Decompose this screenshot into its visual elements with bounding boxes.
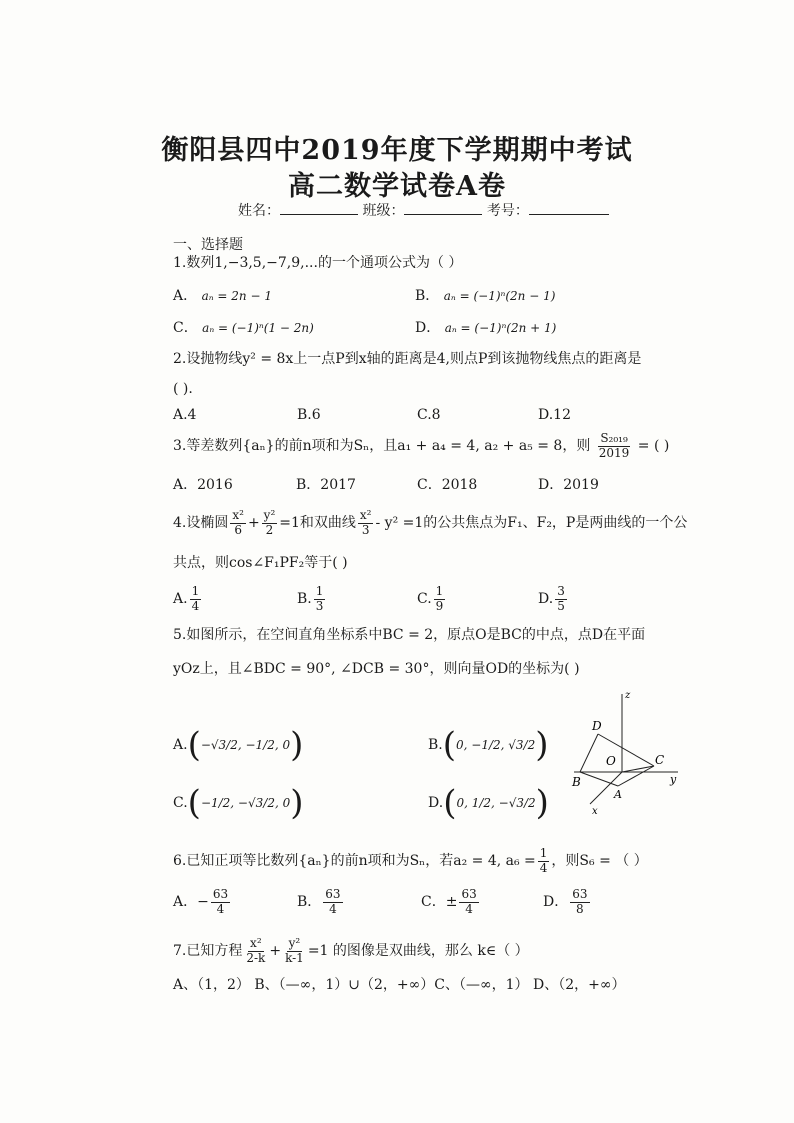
- q1-d-expr: aₙ = (−1)ⁿ(2n + 1): [444, 321, 557, 335]
- label-d: D: [592, 719, 602, 733]
- q4-plus: +: [247, 515, 260, 531]
- q6-c-frac: [459, 888, 478, 915]
- q3-option-b: B．2017: [296, 477, 356, 493]
- q7-stem: [173, 934, 529, 968]
- q7-stem-p1: 7.已知方程: [173, 943, 243, 959]
- student-info-line: [238, 200, 609, 220]
- q5-b-label: B.: [428, 737, 443, 753]
- q4-option-d: [538, 582, 569, 616]
- q5-b-expr: 0, −1/2, √3/2: [456, 738, 536, 752]
- q6-frac-den: 4: [539, 860, 548, 875]
- label-x: x: [592, 806, 598, 817]
- q1-a-label: A．: [173, 288, 198, 304]
- q5-option-b: [428, 725, 549, 765]
- q6-a-sign: −: [197, 894, 209, 910]
- q4-h-den: 3: [361, 522, 370, 537]
- q4-h-num: x²: [359, 508, 372, 523]
- id-label: 考号：: [486, 203, 529, 219]
- q6-c-sign: ±: [445, 894, 458, 910]
- q6-option-d: [543, 885, 592, 919]
- q4-c-frac: [434, 585, 446, 612]
- q5-a-label: A.: [173, 737, 188, 753]
- q1-c-label: C．: [173, 320, 198, 336]
- q1-a-expr: aₙ = 2n − 1: [201, 289, 272, 303]
- q4-e-den2: 2: [265, 522, 274, 537]
- q6-a-num: 63: [212, 887, 229, 902]
- q4-eq1: =1和双曲线: [279, 515, 356, 531]
- q4-c-num: 1: [435, 584, 444, 599]
- q4-b-num: 1: [315, 584, 324, 599]
- label-y: y: [670, 773, 677, 786]
- q7-num2: y²: [288, 936, 301, 951]
- q4-c-den: 9: [435, 598, 444, 613]
- q5-a-rparen: ): [290, 725, 304, 765]
- q5-b-lparen: (: [442, 725, 457, 765]
- q5-d-lparen: (: [443, 783, 457, 823]
- q6-fraction: [538, 847, 550, 874]
- q6-frac-num: 1: [539, 846, 548, 861]
- q4-e-num2: y²: [263, 508, 276, 523]
- q2-option-c: C.8: [417, 407, 441, 423]
- q4-a-frac: [190, 585, 202, 612]
- q4-option-a: [173, 582, 203, 616]
- q7-stem-p2: =1 的图像是双曲线，那么 k∈（ ）: [307, 943, 529, 959]
- q3-option-c: C．2018: [417, 477, 478, 493]
- q6-b-frac: [323, 888, 342, 915]
- name-label: 姓名：: [238, 203, 280, 219]
- q7-num1: x²: [250, 936, 262, 951]
- q5-c-label: C.: [173, 795, 188, 811]
- q6-d-frac: [570, 888, 589, 915]
- q5-d-rparen: ): [535, 783, 549, 823]
- q1-d-label: D．: [415, 320, 441, 336]
- q1-c-expr: aₙ = (−1)ⁿ(1 − 2n): [202, 321, 314, 335]
- q6-a-label: A．: [173, 894, 198, 910]
- q6-b-label: B．: [297, 894, 322, 910]
- q2-stem-line2: ( ).: [173, 381, 193, 397]
- q4-hyperbola-frac: [358, 509, 374, 536]
- q5-coordinate-diagram: [566, 690, 686, 820]
- exam-subtitle: 高二数学试卷A卷: [288, 171, 506, 202]
- q5-option-d: [428, 783, 549, 823]
- q6-option-a: [173, 885, 232, 919]
- q3-stem-part1: 3.等差数列{aₙ}的前n项和为Sₙ，且a₁ + a₄ = 4, a₂ + a₅ = 8，则: [173, 438, 591, 454]
- q4-b-den: 3: [315, 598, 324, 613]
- q1-b-label: B．: [415, 288, 440, 304]
- exam-title: 衡阳县四中2019年度下学期期中考试: [161, 135, 633, 166]
- segment-ba: [580, 772, 618, 786]
- section-heading: 一、选择题: [173, 237, 243, 253]
- q3-fraction: [597, 432, 632, 459]
- q1-option-d: [415, 321, 556, 335]
- q5-c-rparen: ): [290, 783, 304, 823]
- q6-d-label: D．: [543, 894, 569, 910]
- q4-b-frac: [314, 585, 326, 612]
- q4-stem: [173, 506, 687, 540]
- q6-stem: [173, 846, 648, 876]
- q6-c-label: C．: [421, 894, 446, 910]
- q4-stem-line2: 共点，则cos∠F₁PF₂等于( ): [173, 555, 348, 571]
- q3-option-d: D．2019: [538, 477, 599, 493]
- q6-c-den: 4: [465, 901, 473, 916]
- q4-d-label: D.: [538, 591, 554, 607]
- q2-option-d: D.12: [538, 407, 571, 423]
- q1-b-expr: aₙ = (−1)ⁿ(2n − 1): [443, 289, 556, 303]
- q2-stem: 2.设抛物线y² = 8x上一点P到x轴的距离是4,则点P到该抛物线焦点的距离是: [173, 351, 642, 367]
- label-z: z: [625, 690, 631, 701]
- q4-e-num1: x²: [232, 508, 244, 523]
- q7-plus: +: [269, 943, 282, 959]
- q5-option-c: [173, 783, 304, 823]
- q3-option-a: A．2016: [173, 477, 233, 493]
- q6-d-den: 8: [576, 901, 584, 916]
- q4-a-label: A.: [173, 591, 188, 607]
- q5-c-lparen: (: [187, 783, 201, 823]
- q6-stem-end: ，则S₆ = （ ）: [551, 853, 648, 869]
- q2-option-a: A.4: [173, 407, 197, 423]
- class-label: 班级：: [362, 203, 405, 219]
- q5-d-expr: 0, 1/2, −√3/2: [456, 796, 536, 810]
- q3-stem: [173, 432, 669, 460]
- q6-option-b: [297, 885, 345, 919]
- class-blank[interactable]: [404, 202, 482, 215]
- q6-b-den: 4: [329, 901, 337, 916]
- q5-d-label: D.: [428, 795, 444, 811]
- name-blank[interactable]: [280, 202, 358, 215]
- q3-frac-num: S₂₀₁₉: [600, 431, 628, 446]
- triangle-bdc: [580, 734, 654, 772]
- q3-frac-den: 2019: [598, 445, 630, 460]
- q4-stem-p2: - y² =1的公共焦点为F₁、F₂，P是两曲线的一个公: [375, 515, 688, 531]
- q1-option-b: [415, 289, 555, 303]
- q7-frac-x: [244, 937, 267, 964]
- q5-c-expr: −1/2, −√3/2, 0: [200, 796, 291, 810]
- q4-d-num: 3: [557, 584, 565, 599]
- q7-frac-y: [283, 937, 306, 964]
- q4-a-num: 1: [191, 584, 200, 599]
- q6-stem-text: 6.已知正项等比数列{aₙ}的前n项和为Sₙ，若a₂ = 4, a₆ =: [173, 853, 536, 869]
- q6-d-num: 63: [572, 887, 588, 902]
- q6-b-num: 63: [325, 887, 341, 902]
- q7-options: A、（1，2） B、（—∞，1）∪（2，+∞）C、（—∞，1） D、（2，+∞）: [173, 977, 626, 993]
- q6-option-c: [421, 885, 481, 919]
- q4-e-den1: 6: [234, 522, 242, 537]
- label-b: B: [572, 775, 581, 789]
- q4-a-den: 4: [191, 598, 200, 613]
- q3-stem-part2: = ( ): [637, 438, 670, 454]
- q1-option-a: [173, 289, 272, 303]
- label-o: O: [606, 754, 616, 768]
- q5-stem: 5.如图所示，在空间直角坐标系中BC = 2，原点O是BC的中点，点D在平面: [173, 627, 646, 643]
- q5-stem-line2: yOz上，且∠BDC = 90°, ∠DCB = 30°，则向量OD的坐标为( ): [173, 661, 580, 677]
- q4-ellipse-frac-y: [262, 509, 278, 536]
- q5-a-expr: −√3/2, −1/2, 0: [200, 738, 291, 752]
- q4-ellipse-frac-x: [230, 509, 246, 536]
- q4-option-b: [297, 582, 327, 616]
- q5-a-lparen: (: [187, 725, 201, 765]
- q7-den1: 2-k: [246, 950, 266, 965]
- q4-stem-p1: 4.设椭圆: [173, 515, 229, 531]
- q6-a-den: 4: [216, 901, 225, 916]
- q5-b-rparen: ): [535, 725, 549, 765]
- q4-option-c: [417, 582, 447, 616]
- q4-b-label: B.: [297, 591, 312, 607]
- q4-d-frac: [555, 585, 567, 612]
- q2-option-b: B.6: [297, 407, 321, 423]
- label-a: A: [614, 788, 622, 801]
- q6-a-frac: [211, 888, 230, 915]
- q1-option-c: [173, 321, 314, 335]
- label-c: C: [655, 753, 665, 767]
- q4-c-label: C.: [417, 591, 432, 607]
- id-blank[interactable]: [529, 202, 609, 215]
- q1-stem: 1.数列1,−3,5,−7,9,...的一个通项公式为（ ）: [173, 255, 463, 271]
- q4-d-den: 5: [557, 598, 565, 613]
- q5-option-a: [173, 725, 304, 765]
- q7-den2: k-1: [285, 950, 304, 965]
- q6-c-num: 63: [461, 887, 477, 902]
